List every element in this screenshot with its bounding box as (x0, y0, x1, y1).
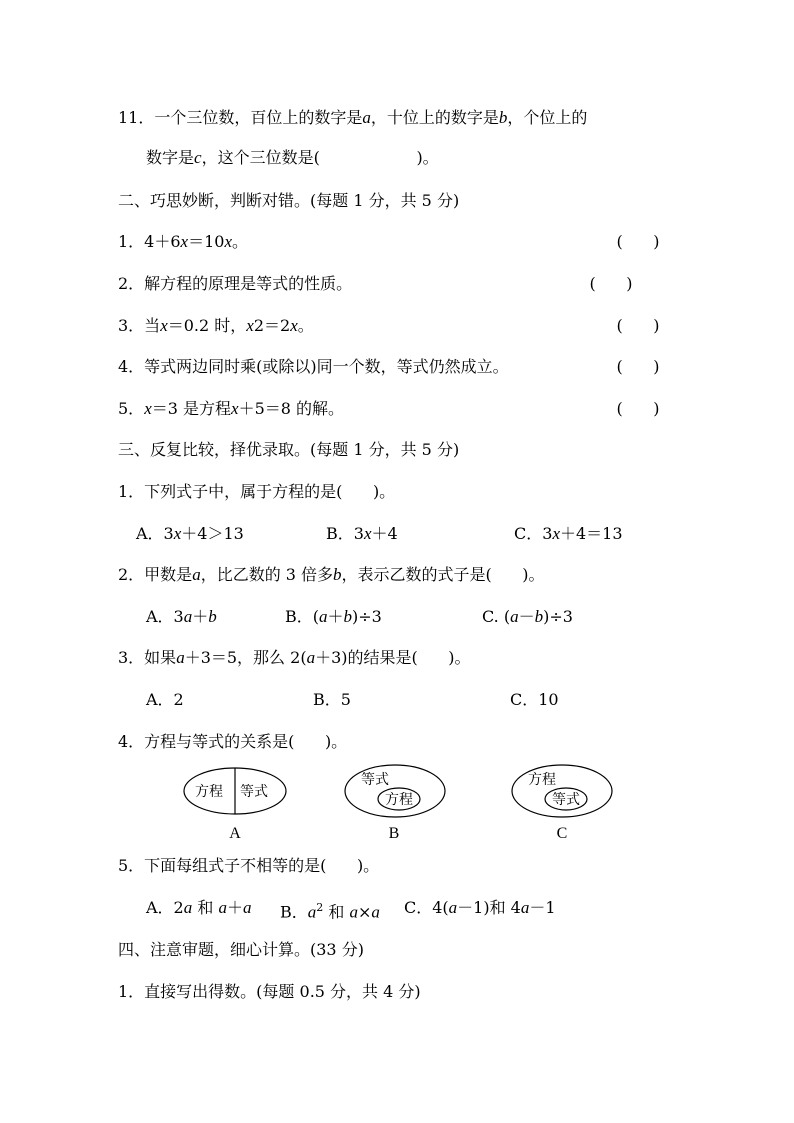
diagram-c-outer-label: 方程 (528, 772, 556, 788)
diagram-b-inner-label: 方程 (385, 792, 413, 808)
choice-q1-option-c[interactable]: C．3x＋4＝13 (514, 524, 623, 543)
question-11-line-1: 11．一个三位数，百位上的数字是a，十位上的数字是b，个位上的 (118, 108, 588, 127)
diagram-a-caption: A (229, 825, 241, 842)
choice-q1-stem: 1．下列式子中，属于方程的是( )。 (118, 482, 396, 501)
section-3-title: 三、反复比较，择优录取。(每题 1 分，共 5 分) (118, 440, 460, 459)
choice-q1-option-b[interactable]: B．3x＋4 (326, 524, 398, 543)
judge-item-2: 2．解方程的原理是等式的性质。 (118, 274, 353, 293)
judge-item-5: 5．x＝3 是方程x＋5＝8 的解。 (118, 399, 345, 418)
diagram-c-inner-label: 等式 (552, 792, 580, 808)
choice-q5-option-c[interactable]: C．4(a－1)和 4a－1 (404, 898, 556, 917)
diagram-b[interactable] (343, 762, 447, 820)
diagram-a-left-label: 方程 (195, 784, 223, 800)
diagram-a[interactable] (182, 765, 288, 817)
diagram-b-outer-label: 等式 (361, 772, 389, 788)
choice-q3-option-a[interactable]: A．2 (146, 690, 184, 709)
judge-answer-paren-1[interactable]: ( ) (616, 232, 660, 251)
diagram-b-caption: B (388, 825, 400, 842)
judge-answer-paren-3[interactable]: ( ) (616, 316, 660, 335)
choice-q2-option-b[interactable]: B．(a＋b)÷3 (285, 607, 382, 626)
section-2-title: 二、巧思妙断，判断对错。(每题 1 分，共 5 分) (118, 191, 460, 210)
diagram-c-caption: C (556, 825, 568, 842)
judge-item-3: 3．当x＝0.2 时，x2＝2x。 (118, 316, 314, 335)
choice-q5-option-a[interactable]: A．2a 和 a＋a (146, 898, 252, 917)
choice-q1-option-a[interactable]: A．3x＋4＞13 (136, 524, 244, 543)
choice-q3-stem: 3．如果a＋3＝5，那么 2(a＋3)的结果是( )。 (118, 648, 471, 667)
choice-q4-stem: 4．方程与等式的关系是( )。 (118, 732, 348, 751)
judge-item-1: 1．4＋6x＝10x。 (118, 232, 249, 251)
diagram-c[interactable] (510, 762, 614, 820)
judge-answer-paren-4[interactable]: ( ) (616, 357, 660, 376)
choice-q3-option-b[interactable]: B．5 (313, 690, 351, 709)
diagram-b-outer-ellipse (345, 765, 445, 817)
calc-q1-stem: 1．直接写出得数。(每题 0.5 分，共 4 分) (118, 982, 421, 1001)
choice-q5-stem: 5．下面每组式子不相等的是( )。 (118, 856, 380, 875)
section-4-title: 四、注意审题，细心计算。(33 分) (118, 940, 364, 959)
choice-q2-option-c[interactable]: C. (a－b)÷3 (482, 607, 573, 626)
judge-answer-paren-5[interactable]: ( ) (616, 399, 660, 418)
choice-q5-option-b[interactable]: B．$a^2$ 和 a×a (280, 901, 380, 922)
choice-q2-stem: 2．甲数是a，比乙数的 3 倍多b，表示乙数的式子是( )。 (118, 565, 545, 584)
question-11-line-2: 数字是c，这个三位数是( )。 (146, 148, 439, 167)
choice-q2-option-a[interactable]: A．3a＋b (146, 607, 217, 626)
judge-item-4: 4．等式两边同时乘(或除以)同一个数，等式仍然成立。 (118, 357, 509, 376)
choice-q3-option-c[interactable]: C．10 (510, 690, 559, 709)
judge-answer-paren-2[interactable]: ( ) (589, 274, 633, 293)
diagram-a-right-label: 等式 (240, 784, 268, 800)
diagram-c-outer-ellipse (512, 765, 612, 817)
